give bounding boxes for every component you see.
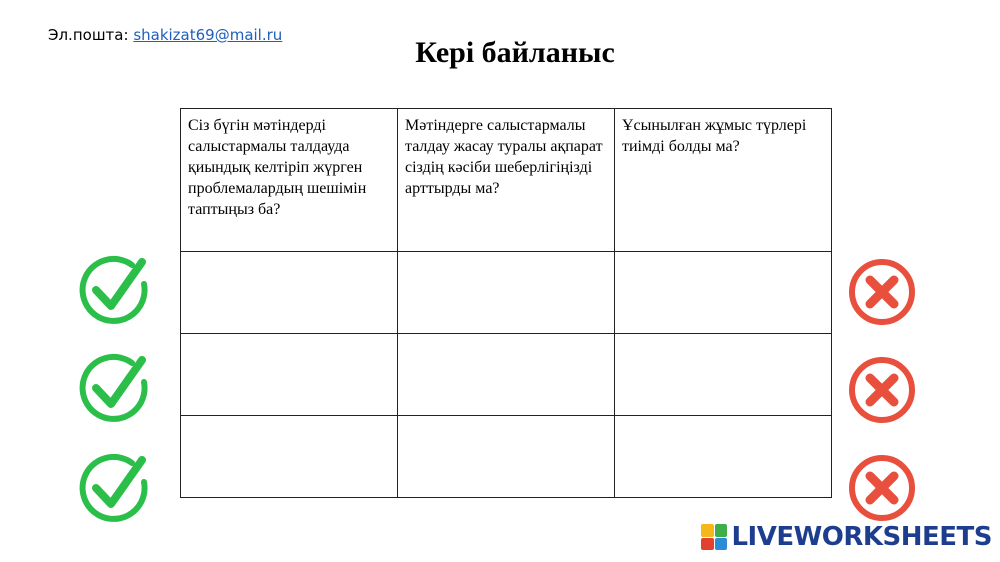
answer-cell[interactable] — [615, 416, 832, 498]
answer-cell[interactable] — [398, 416, 615, 498]
answer-cell[interactable] — [615, 334, 832, 416]
liveworksheets-logo-icon — [701, 524, 727, 550]
answer-cell[interactable] — [615, 252, 832, 334]
check-icon[interactable] — [78, 452, 150, 524]
header-cell-3: Ұсынылған жұмыс түрлері тиімді болды ма? — [615, 109, 832, 252]
answer-cell[interactable] — [181, 334, 398, 416]
table-header-row — [181, 109, 832, 252]
liveworksheets-brand — [701, 522, 992, 552]
header-cell-2: Мәтіндерге салыстармалы талдау жасау туралы ақпарат сіздің кәсіби шеберлігіңізді арттырды ма? — [398, 109, 615, 252]
answer-cell[interactable] — [181, 416, 398, 498]
table-row — [181, 416, 832, 498]
cross-icon[interactable] — [846, 354, 918, 426]
answer-cell[interactable] — [398, 252, 615, 334]
check-icon[interactable] — [78, 352, 150, 424]
answer-cell[interactable] — [398, 334, 615, 416]
check-icon[interactable] — [78, 254, 150, 326]
email-label: Эл.пошта: — [48, 26, 129, 44]
page-title: Кері байланыс — [415, 36, 615, 69]
feedback-table — [180, 108, 832, 498]
cross-icon[interactable] — [846, 452, 918, 524]
email-link[interactable]: shakizat69@mail.ru — [133, 26, 283, 44]
table-row — [181, 334, 832, 416]
header-cell-1: Сіз бүгін мәтіндерді салыстармалы талдауда қиындық келтіріп жүрген проблемалардың шешімін таптыңыз ба? — [181, 109, 398, 252]
table-row — [181, 252, 832, 334]
cross-icon[interactable] — [846, 256, 918, 328]
brand-text: LIVEWORKSHEETS — [731, 522, 992, 552]
answer-cell[interactable] — [181, 252, 398, 334]
